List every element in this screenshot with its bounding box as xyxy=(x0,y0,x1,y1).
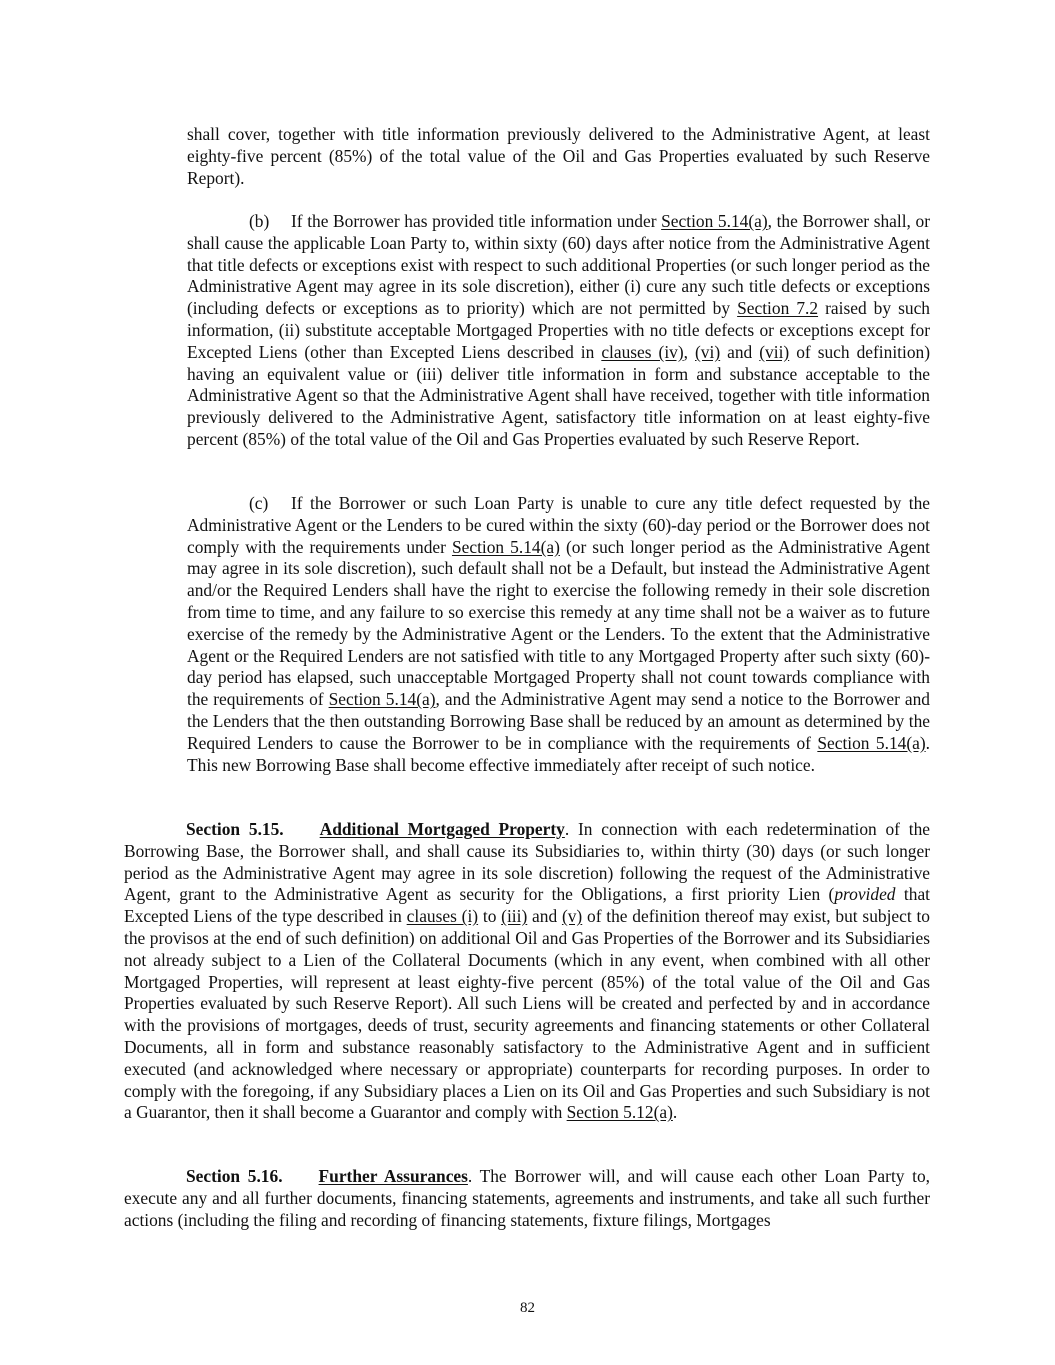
paragraph-text: . This new Borrowing Base shall become effective immediately after receipt of such notice. xyxy=(187,732,930,775)
paragraph-text: raised by such information, (ii) substitute acceptable Mortgaged Properties with no title defects or exceptions except for Excepted Liens (other than Excepted Liens described in xyxy=(187,298,930,362)
cross-reference-link[interactable]: clauses (iv) xyxy=(601,341,684,362)
paragraph-text: . In connection with each redetermination of the Borrowing Base, the Borrower shall, and shall cause its Subsidiaries to, within thirty (30) days (or such longer period as the Administrative Agent may agree in its sole discretion) following the request of the Administrative Agent, grant to the Administrative Agent as security for the Obligations, a first priority Lien ( xyxy=(124,819,930,905)
section-5-15 xyxy=(124,819,930,1124)
paragraph-text: , the Borrower shall, or shall cause the applicable Loan Party to, within sixty (60) days after notice from the Administrative Agent that title defects or exceptions exist with respect to such additional Properties (or such longer period as the Administrative Agent may agree in its sole discretion), either (i) cure any such title defects or exceptions (including defects or exceptions as to priority) which are not permitted by xyxy=(187,211,931,319)
section-heading: Additional Mortgaged Property xyxy=(319,819,565,839)
paragraph-b xyxy=(187,211,930,451)
cross-reference-link[interactable]: (iii) xyxy=(501,906,528,927)
paragraph-text: (or such longer period as the Administrative Agent may agree in its sole discretion), such default shall not be a Default, but instead the Administrative Agent and/or the Required Lenders shall have the right to exercise the following remedy in their sole discretion from time to time, and any failure to so exercise this remedy at any time shall not be a waiver as to future exercise of the remedy by the Administrative Agent or the Lenders. To the extent that the Administrative Agent or the Required Lenders are not satisfied with title to any Mortgaged Property after such sixty (60)-day period has elapsed, such unacceptable Mortgaged Property shall not count towards compliance with the requirements of xyxy=(187,536,930,710)
section-5-16 xyxy=(124,1166,930,1231)
cross-reference-link[interactable]: (vi) xyxy=(695,341,721,362)
paragraph-text: , and the Administrative Agent may send a notice to the Borrower and the Lenders that the then outstanding Borrowing Base shall be reduced by an amount as determined by the Required Lenders to cause the Borrower to be in compliance with the requirements of xyxy=(187,689,930,753)
paragraph-text: . The Borrower will, and will cause each other Loan Party to, execute any and all further documents, financing statements, agreements and instruments, and take all such further actions (including the filing and recording of financing statements, fixture filings, Mortgages xyxy=(124,1166,931,1230)
cross-reference-link[interactable]: Section 5.14(a) xyxy=(661,211,768,231)
cross-reference-link[interactable]: Section 5.14(a) xyxy=(817,732,926,753)
paragraph-text: and xyxy=(527,906,562,927)
paragraph-text: . xyxy=(672,1102,678,1123)
paragraph-text: of such definition) having an equivalent value or (iii) deliver title information in form and substance acceptable to the Administrative Agent so that the Administrative Agent shall have received, together with title information previously delivered to the Administrative Agent, satisfactory title information on at least eighty-five percent (85%) of the total value of the Oil and Gas Properties evaluated by such Reserve Report. xyxy=(187,341,930,449)
cross-reference-link[interactable]: (v) xyxy=(561,906,583,927)
paragraph-text: to xyxy=(478,906,502,927)
paragraph-text: , xyxy=(683,341,696,362)
clause-label: (b) xyxy=(249,211,270,231)
clause-label: (c) xyxy=(249,493,269,513)
paragraph-text: If the Borrower or such Loan Party is unable to cure any title defect requested by the Administrative Agent or the Lenders to be cured within the sixty (60)-day period or the Borrower does not comply with the requirements under xyxy=(187,493,930,557)
cross-reference-link[interactable]: Section 5.14(a) xyxy=(328,689,436,710)
section-heading: Further Assurances xyxy=(318,1166,468,1186)
section-number: Section 5.16. xyxy=(186,1166,283,1186)
paragraph-text: and xyxy=(720,341,760,362)
paragraph-text: of the definition thereof may exist, but subject to the provisos at the end of such definition) on additional Oil and Gas Properties of the Borrower and its Subsidiaries not already subject to a Lien of the Collateral Documents (which in any event, when combined with all other Mortgaged Properties, will represent at least eighty-five percent (85%) of the total value of the Oil and Gas Properties evaluated by such Reserve Report). All such Liens will be created and perfected by and in accordance with the provisions of mortgages, deeds of trust, security agreements and financing statements or other Collateral Documents, all in form and substance reasonably satisfactory to the Administrative Agent and in sufficient executed (and acknowledged where necessary or appropriate) counterparts for recording purposes. In order to comply with the foregoing, if any Subsidiary places a Lien on its Oil and Gas Properties and such Subsidiary is not a Guarantor, then it shall become a Guarantor and comply with xyxy=(124,906,930,1123)
cross-reference-link[interactable]: (vii) xyxy=(759,341,790,362)
section-number: Section 5.15. xyxy=(186,819,284,839)
paragraph-c xyxy=(187,493,930,776)
italic-term: provided xyxy=(834,884,896,905)
cross-reference-link[interactable]: Section 7.2 xyxy=(737,298,819,319)
paragraph-text: that Excepted Liens of the type described in xyxy=(124,884,930,927)
cross-reference-link[interactable]: Section 5.14(a) xyxy=(451,536,560,557)
paragraph-text: If the Borrower has provided title information under xyxy=(291,211,662,231)
paragraph-carryover xyxy=(187,124,930,189)
cross-reference-link[interactable]: Section 5.12(a) xyxy=(566,1102,673,1123)
paragraph-text: shall cover, together with title information previously delivered to the Administrative Agent, at least eighty-five percent (85%) of the total value of the Oil and Gas Properties evaluated by such Reserve Report). xyxy=(187,124,930,188)
cross-reference-link[interactable]: clauses (i) xyxy=(406,906,479,927)
page-number: 82 xyxy=(520,1300,535,1316)
